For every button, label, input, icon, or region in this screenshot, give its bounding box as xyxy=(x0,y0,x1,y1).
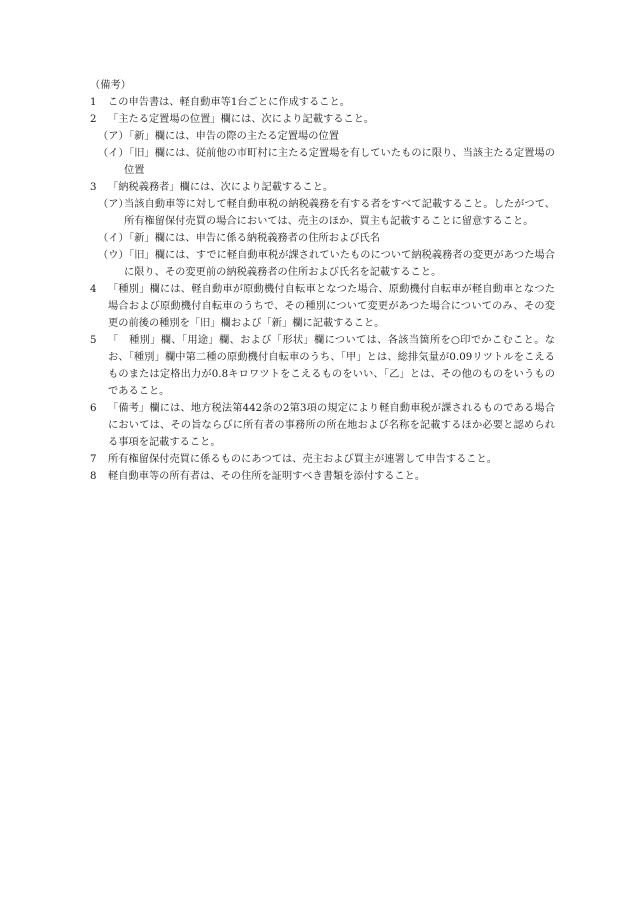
note-subitem-3b xyxy=(90,230,555,247)
note-text: 「 種別」欄、「用途」欄、および「形状」欄については、各該当箇所を○印でかこむこと。なお、「種別」欄中第二種の原動機付自転車のうち、「甲」とは、総排気量が0.09リツトルをこえるものまたは定格出力が0.8キロワツトをこえるものをいい、「乙」とは、その他のものをいうものであること。 xyxy=(108,335,555,397)
subitem-marker: （イ） xyxy=(98,233,129,244)
note-text: 「旧」欄には、従前他の市町村に主たる定置場を有していたものに限り、当該主たる定置場の位置 xyxy=(124,148,555,176)
note-text: 所有権留保付売買に係るものにあつては、売主および買主が連署して申告すること。 xyxy=(108,454,498,465)
note-number: 8 xyxy=(90,471,97,482)
remarks-heading: （備考） xyxy=(90,80,131,91)
note-item-2 xyxy=(90,111,555,128)
note-subitem-3a xyxy=(90,196,555,230)
note-text: この申告書は、軽自動車等1台ごとに作成すること。 xyxy=(108,97,350,108)
note-text: 「納税義務者」欄には、次により記載すること。 xyxy=(108,182,334,193)
note-item-6 xyxy=(90,400,555,451)
note-number: 5 xyxy=(90,335,97,346)
note-subitem-2a xyxy=(90,128,555,145)
subitem-marker: （ア） xyxy=(98,131,129,142)
note-number: 1 xyxy=(90,97,97,108)
note-number: 7 xyxy=(90,454,97,465)
note-number: 3 xyxy=(90,182,97,193)
subitem-marker: （ウ） xyxy=(98,250,129,261)
note-item-8 xyxy=(90,468,555,485)
note-text: 軽自動車等の所有者は、その住所を証明すべき書類を添付すること。 xyxy=(108,471,426,482)
note-text: 「備考」欄には、地方税法第442条の2第3項の規定により軽自動車税が課されるものである場合においては、その旨ならびに所有者の事務所の所在地および名称を記載するほか必要と認められる事項を記載すること。 xyxy=(108,403,555,448)
note-subitem-2b xyxy=(90,145,555,179)
note-text: 「新」欄には、申告の際の主たる定置場の位置 xyxy=(124,131,339,142)
remarks-section xyxy=(90,77,555,485)
note-item-3 xyxy=(90,179,555,196)
note-text: 「種別」欄には、軽自動車が原動機付自転車となつた場合、原動機付自転車が軽自動車となつた場合および原動機付自転車のうちで、その種別について変更があつた場合についてのみ、その変更の前後の種別を「旧」欄および「新」欄に記載すること。 xyxy=(108,284,555,329)
note-item-4 xyxy=(90,281,555,332)
note-text: 「主たる定置場の位置」欄には、次により記載すること。 xyxy=(108,114,375,125)
note-text: 当該自動車等に対して軽自動車税の納税義務を有する者をすべて記載すること。したがつて、所有権留保付売買の場合においては、売主のほか、買主も記載することに留意すること。 xyxy=(124,199,555,227)
subitem-marker: （イ） xyxy=(98,148,129,159)
note-item-5 xyxy=(90,332,555,400)
note-number: 6 xyxy=(90,403,97,414)
note-subitem-3c xyxy=(90,247,555,281)
note-text: 「旧」欄には、すでに軽自動車税が課されていたものについて納税義務者の変更があつた場合に限り、その変更前の納税義務者の住所および氏名を記載すること。 xyxy=(124,250,555,278)
note-text: 「新」欄には、申告に係る納税義務者の住所および氏名 xyxy=(124,233,380,244)
note-item-7 xyxy=(90,451,555,468)
note-number: 4 xyxy=(90,284,97,295)
subitem-marker: （ア） xyxy=(98,199,129,210)
note-item-1 xyxy=(90,94,555,111)
note-number: 2 xyxy=(90,114,97,125)
